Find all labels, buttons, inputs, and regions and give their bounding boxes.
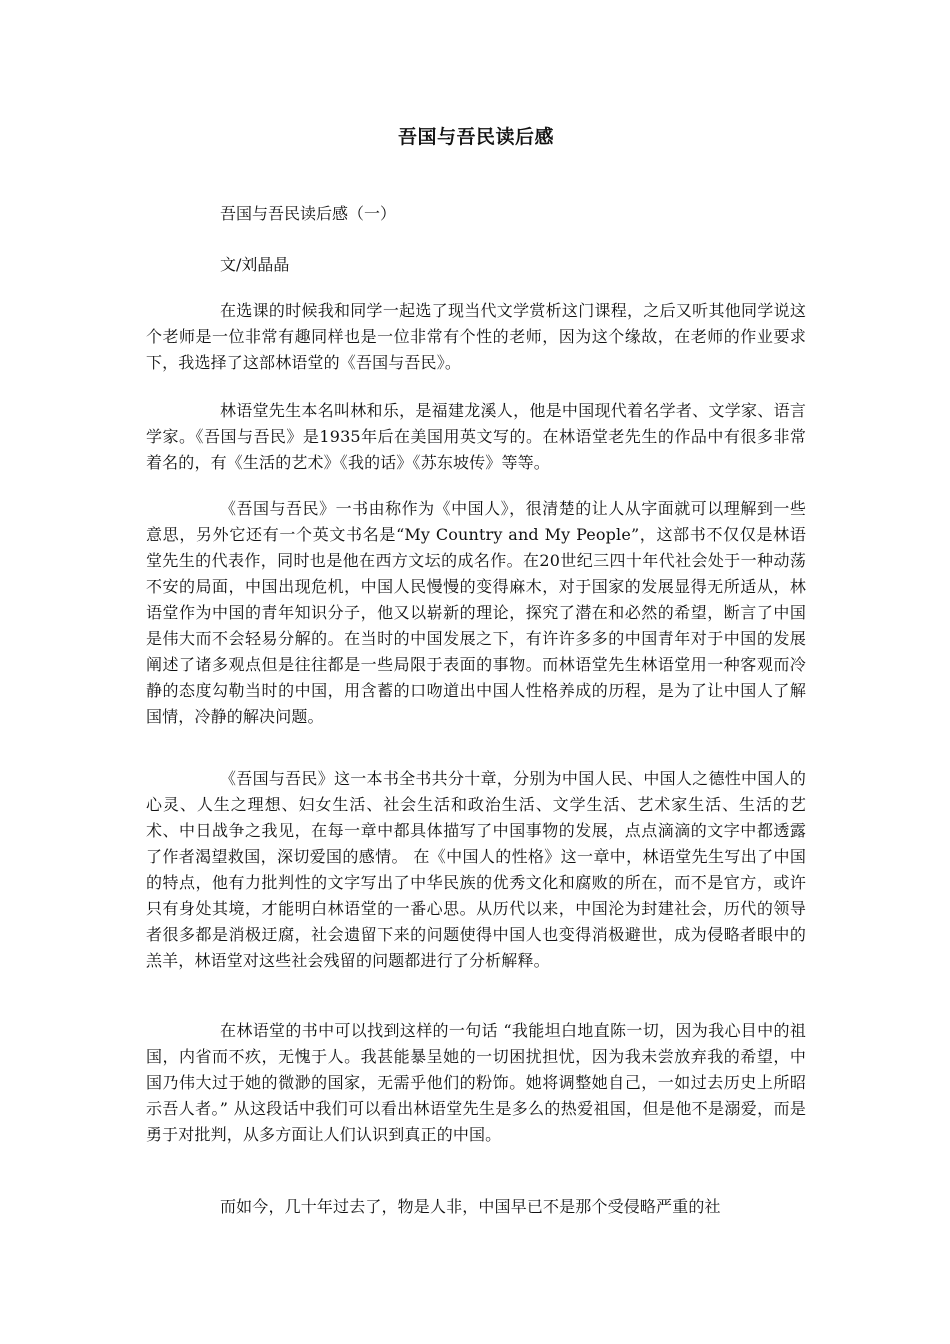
- body-paragraph-6: 而如今，几十年过去了，物是人非，中国早已不是那个受侵略严重的社: [220, 1197, 721, 1216]
- document-author: 文/刘晶晶: [220, 255, 290, 274]
- document-subtitle: 吾国与吾民读后感（一）: [220, 204, 397, 223]
- body-paragraph-4: 《吾国与吾民》这一本书全书共分十章，分别为中国人民、中国人之德性中国人的心灵、人生之理想、妇女生活、社会生活和政治生活、文学生活、艺术家生活、生活的艺术、中日战争之我见，在每一章中都具体描写了中国事物的发展，点点滴滴的文字中都透露了作者渴望救国，深切爱国的感情。 在《中国人的性格》这一章中，林语堂先生写出了中国的特点，他有力批判性的文字写出了中华民族的优秀文化和腐败的所在，而不是官方，或许只有身处其境，才能明白林语堂的一番心思。从历代以来，中国沦为封建社会，历代的领导者很多都是消极迂腐，社会遗留下来的问题使得中国人也变得消极避世，成为侵略者眼中的羔羊，林语堂对这些社会残留的问题都进行了分析解释。: [146, 769, 806, 970]
- body-paragraph-5: 在林语堂的书中可以找到这样的一句话 “我能坦白地直陈一切，因为我心目中的祖国，内省而不疚，无愧于人。我甚能暴呈她的一切困扰担忧，因为我未尝放弃我的希望，中国乃伟大过于她的微渺的国家，无需乎他们的粉饰。她将调整她自己，一如过去历史上所昭示吾人者。” 从这段话中我们可以看出林语堂先生是多么的热爱祖国，但是他不是溺爱，而是勇于对批判，从多方面让人们认识到真正的中国。: [146, 1021, 806, 1144]
- body-paragraph-3: 《吾国与吾民》一书由称作为《中国人》，很清楚的让人从字面就可以理解到一些意思，另外它还有一个英文书名是“My Country and My People”，这部书不仅仅是林语堂先生的代表作，同时也是他在西方文坛的成名作。在20世纪三四十年代社会处于一种动荡不安的局面，中国出现危机，中国人民慢慢的变得麻木，对于国家的发展显得无所适从，林语堂作为中国的青年知识分子，他又以崭新的理论，探究了潜在和必然的希望，断言了中国是伟大而不会轻易分解的。在当时的中国发展之下，有许许多多的中国青年对于中国的发展阐述了诸多观点但是往往都是一些局限于表面的事物。而林语堂先生林语堂用一种客观而冷静的态度勾勒当时的中国，用含蓄的口吻道出中国人性格养成的历程，是为了让中国人了解国情，冷静的解决问题。: [146, 499, 806, 726]
- body-paragraph-1: 在选课的时候我和同学一起选了现当代文学赏析这门课程，之后又听其他同学说这个老师是一位非常有趣同样也是一位非常有个性的老师，因为这个缘故，在老师的作业要求下，我选择了这部林语堂的《吾国与吾民》。: [146, 301, 806, 372]
- document-title: 吾国与吾民读后感: [397, 126, 554, 148]
- body-paragraph-2: 林语堂先生本名叫林和乐，是福建龙溪人，他是中国现代着名学者、文学家、语言学家。《吾国与吾民》是1935年后在美国用英文写的。在林语堂老先生的作品中有很多非常着名的，有《生活的艺术》《我的话》《苏东坡传》等等。: [146, 401, 806, 472]
